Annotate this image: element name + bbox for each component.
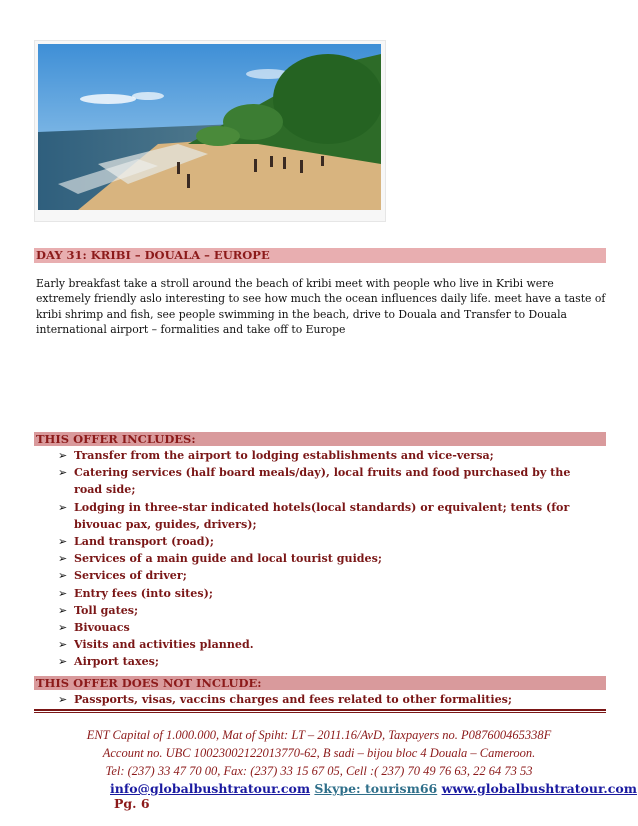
list-item: ➢ Airport taxes; (36, 653, 602, 670)
list-item: ➢ Visits and activities planned. (36, 636, 602, 653)
list-item: ➢ Transfer from the airport to lodging establishments and vice-versa; (36, 447, 602, 464)
arrow-bullet-icon: ➢ (58, 693, 68, 706)
list-item: ➢ Passports, visas, vaccins charges and fees related to other formalities; (36, 691, 602, 708)
footer-phone-line: Tel: (237) 33 47 70 00, Fax: (237) 33 15 67 05, Cell :( 237) 70 49 76 63, 22 64 73 53 (105, 764, 533, 778)
skype-link[interactable]: Skype: tourism66 (314, 781, 438, 796)
arrow-bullet-icon: ➢ (58, 621, 68, 635)
kribi-beach-photo (38, 44, 381, 210)
arrow-bullet-icon: ➢ (58, 569, 68, 583)
includes-list (36, 447, 602, 671)
arrow-bullet-icon: ➢ (58, 603, 68, 617)
footer-contact-line (110, 781, 638, 811)
website-link[interactable]: www.globalbushtratour.com (441, 781, 637, 796)
arrow-bullet-icon: ➢ (58, 586, 68, 600)
arrow-bullet-icon: ➢ (58, 466, 68, 480)
arrow-bullet-icon: ➢ (58, 535, 68, 549)
arrow-bullet-icon: ➢ (58, 449, 68, 462)
excludes-heading: THIS OFFER DOES NOT INCLUDE: (34, 676, 606, 690)
footer-company-line: ENT Capital of 1.000.000, Mat of Spiht: LT – 2011.16/AvD, Taxpayers no. P087600465338F (86, 728, 552, 742)
excludes-list (36, 691, 602, 708)
page-number: Pg. 6 (114, 796, 150, 811)
list-item: ➢ Services of a main guide and local tourist guides; (36, 550, 602, 567)
list-item: ➢ Bivouacs (36, 619, 602, 636)
list-item: ➢ Catering services (half board meals/day), local fruits and food purchased by the road side; (58, 466, 571, 497)
day-heading: DAY 31: KRIBI – DOUALA – EUROPE (34, 248, 606, 263)
list-item: ➢ Toll gates; (36, 602, 602, 619)
list-item: ➢ Lodging in three-star indicated hotels(local standards) or equivalent; tents (for bivouac pax, guides, drivers); (58, 500, 570, 531)
arrow-bullet-icon: ➢ (58, 552, 68, 566)
list-item: ➢ Services of driver; (36, 567, 602, 584)
email-link[interactable]: info@globalbushtratour.com (110, 781, 311, 796)
day-description: Early breakfast take a stroll around the beach of kribi meet with people who live in Kribi were extremely friendly aslo interesting to see how much the ocean influences daily life. meet have a taste of kribi shrimp and fish, see people swimming in the beach, drive to Douala and Transfer to Douala international airport – formalities and take off to Europe (36, 277, 606, 336)
footer-divider (34, 709, 606, 711)
footer-account-line: Account no. UBC 10023002122013770-62, B sadi – bijou bloc 4 Douala – Cameroon. (102, 746, 536, 760)
footer-divider-thin (34, 712, 606, 713)
arrow-bullet-icon: ➢ (58, 500, 68, 514)
arrow-bullet-icon: ➢ (58, 638, 68, 652)
arrow-bullet-icon: ➢ (58, 655, 68, 669)
list-item: ➢ Entry fees (into sites); (36, 585, 602, 602)
includes-heading: THIS OFFER INCLUDES: (34, 432, 606, 446)
beach-photo-frame (34, 40, 386, 222)
list-item: ➢ Land transport (road); (36, 533, 602, 550)
